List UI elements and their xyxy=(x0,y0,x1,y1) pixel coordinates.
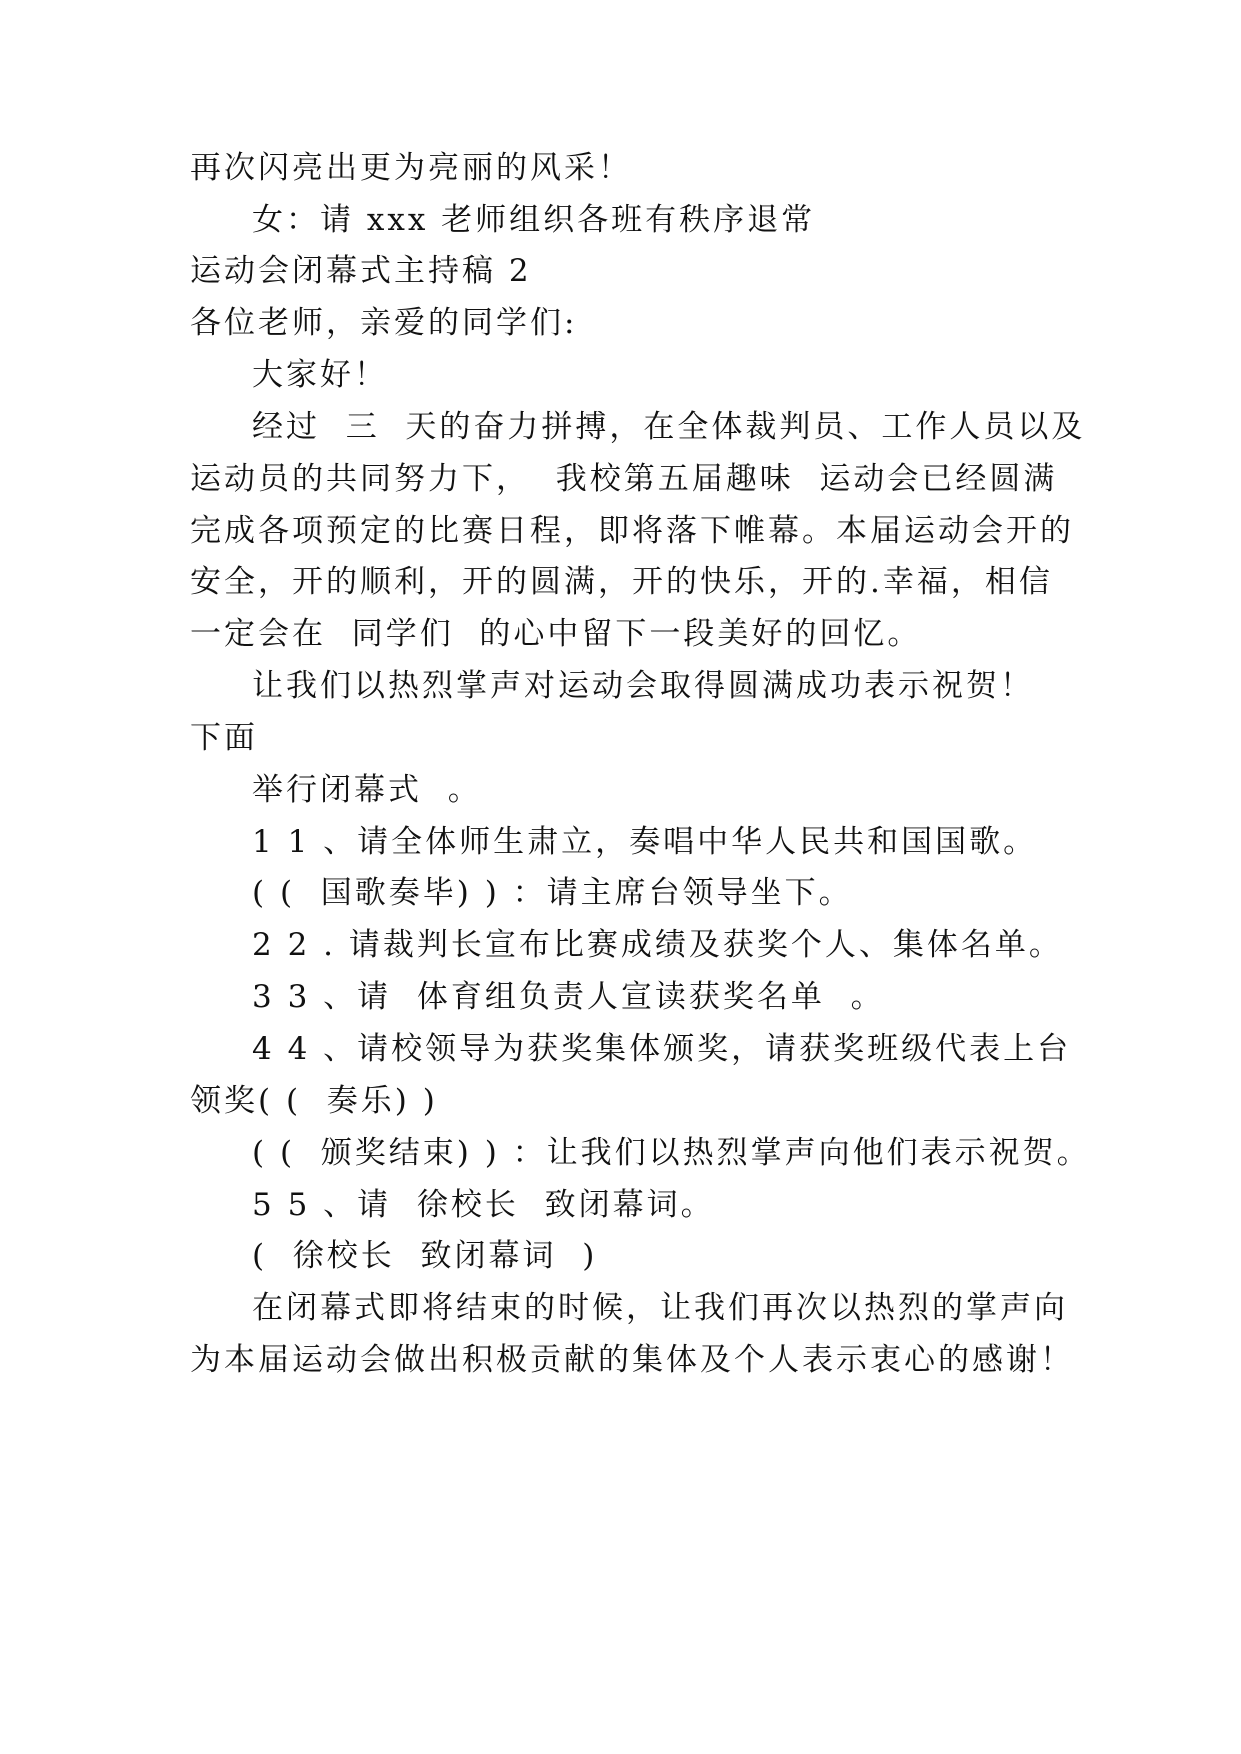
text-line: 经过 三 天的奋力拼搏，在全体裁判员、工作人员以及 xyxy=(252,409,1086,445)
text-line: ( ( 国歌奏毕) ) ：请主席台领导坐下。 xyxy=(252,875,853,911)
text-line: 安全，开的顺利，开的圆满，开的快乐，开的.幸福，相信 xyxy=(190,564,1053,600)
list-item: 1 1 、请全体师生肃立，奏唱中华人民共和国国歌。 xyxy=(252,824,1038,860)
text-line: 为本届运动会做出积极贡献的集体及个人表示衷心的感谢！ xyxy=(190,1342,1074,1378)
text-line: 大家好！ xyxy=(252,357,388,393)
text-line: 让我们以热烈掌声对运动会取得圆满成功表示祝贺！ xyxy=(252,668,1034,704)
text-line: 举行闭幕式 。 xyxy=(252,772,482,808)
text-line: 领奖( ( 奏乐) ) xyxy=(190,1083,438,1119)
text-line: ( ( 颁奖结束) ) ：让我们以热烈掌声向他们表示祝贺。 xyxy=(252,1135,1091,1171)
text-line: 一定会在 同学们 的心中留下一段美好的回忆。 xyxy=(190,616,922,652)
text-line: ( 徐校长 致闭幕词 ) xyxy=(252,1238,598,1274)
text-line: 运动员的共同努力下， 我校第五届趣味 运动会已经圆满 xyxy=(190,461,1058,497)
salutation: 各位老师，亲爱的同学们: xyxy=(190,305,578,341)
text-line: 在闭幕式即将结束的时候，让我们再次以热烈的掌声向 xyxy=(252,1290,1068,1326)
section-heading: 运动会闭幕式主持稿 2 xyxy=(190,253,532,289)
list-item: 3 3 、请 体育组负责人宣读获奖名单 。 xyxy=(252,979,885,1015)
text-line: 完成各项预定的比赛日程，即将落下帷幕。本届运动会开的 xyxy=(190,513,1074,549)
text-line: 再次闪亮出更为亮丽的风采！ xyxy=(190,150,632,186)
list-item: 4 4 、请校领导为获奖集体颁奖，请获奖班级代表上台 xyxy=(252,1031,1072,1067)
list-item: 2 2 . 请裁判长宣布比赛成绩及获奖个人、集体名单。 xyxy=(252,927,1063,963)
text-line: 下面 xyxy=(190,720,258,756)
text-line: 女：请 xxx 老师组织各班有秩序退常 xyxy=(252,202,816,238)
list-item: 5 5 、请 徐校长 致闭幕词。 xyxy=(252,1187,715,1223)
